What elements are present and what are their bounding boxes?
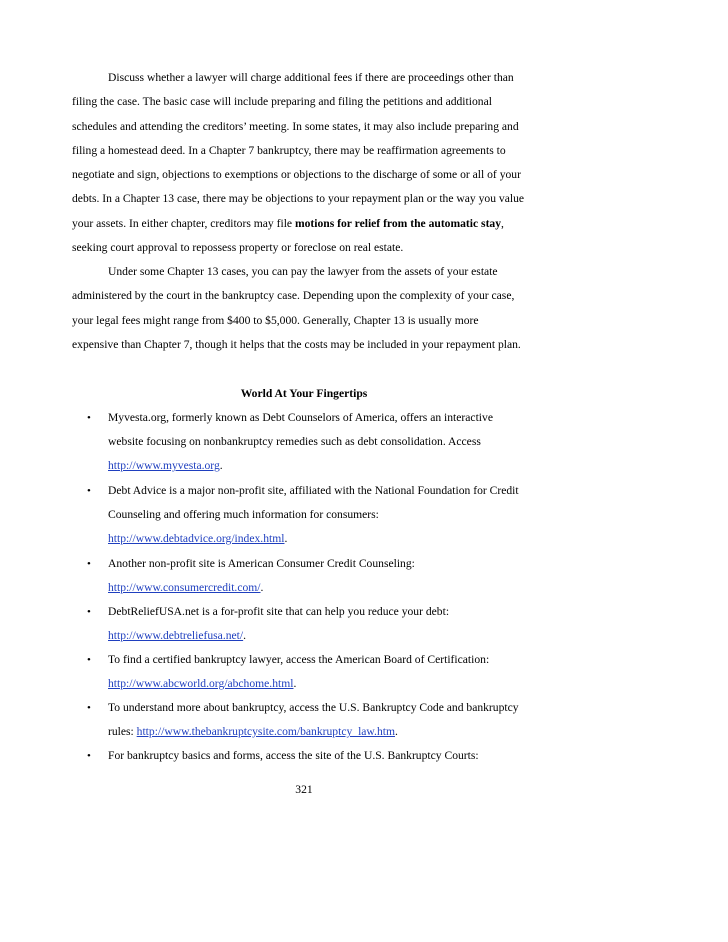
bullet-dot: •	[87, 702, 91, 714]
bankruptcysite-link[interactable]: http://www.thebankruptcysite.com/bankruptcy_law.htm	[136, 725, 395, 738]
paragraph-1-line-4: filing a homestead deed. In a Chapter 7 bankruptcy, there may be reaffirmation agreements to	[72, 144, 506, 157]
debtadvice-link[interactable]: http://www.debtadvice.org/index.html	[108, 532, 285, 545]
paragraph-1-line-3: schedules and attending the creditors’ meeting. In some states, it may also include preparing and	[72, 120, 519, 133]
line-7-text: your assets. In either chapter, creditors may file	[72, 217, 295, 230]
bullet-3-line-2	[108, 580, 628, 596]
paragraph-1-line-7	[0, 216, 728, 232]
bullet-dot: •	[87, 654, 91, 666]
paragraph-2-line-2: administered by the court in the bankruptcy case. Depending upon the complexity of your case,	[72, 289, 515, 302]
paragraph-1-line-8: seeking court approval to repossess property or foreclose on real estate.	[72, 241, 404, 254]
link-period: .	[284, 532, 288, 545]
bullet-dot: •	[87, 750, 91, 762]
bullet-2-line-3	[108, 531, 628, 547]
myvesta-link[interactable]: http://www.myvesta.org	[108, 459, 220, 472]
bullet-5-line-1: To find a certified bankruptcy lawyer, access the American Board of Certification:	[108, 653, 490, 666]
bullet-4-line-2	[108, 628, 628, 644]
paragraph-2-line-3: your legal fees might range from $400 to $5,000. Generally, Chapter 13 is usually more	[72, 314, 479, 327]
bullet-dot: •	[87, 558, 91, 570]
link-period: .	[260, 581, 264, 594]
link-period: .	[219, 459, 223, 472]
bullet-2-line-1: Debt Advice is a major non-profit site, affiliated with the National Foundation for Credit	[108, 484, 519, 497]
bold-term: motions for relief from the automatic stay	[294, 217, 502, 230]
rules-prefix: rules:	[108, 725, 137, 738]
bullet-6-line-2	[108, 724, 628, 740]
abcworld-link[interactable]: http://www.abcworld.org/abchome.html	[108, 677, 294, 690]
bullet-4-line-1: DebtReliefUSA.net is a for-profit site that can help you reduce your debt:	[108, 605, 450, 618]
bullet-1-line-3	[108, 458, 628, 474]
debtreliefusa-link[interactable]: http://www.debtreliefusa.net/	[108, 629, 244, 642]
link-period: .	[395, 725, 398, 738]
bullet-dot: •	[87, 485, 91, 497]
line-7-punct: ,	[501, 217, 504, 230]
paragraph-2-line-4: expensive than Chapter 7, though it helps that the costs may be included in your repayment plan.	[72, 338, 521, 351]
paragraph-1-line-5: negotiate and sign, objections to exemptions or objections to the discharge of some or all of your	[72, 168, 521, 181]
paragraph-2-line-1: Under some Chapter 13 cases, you can pay the lawyer from the assets of your estate	[108, 265, 498, 278]
page-number: 321	[295, 783, 313, 796]
bullet-1-line-2: website focusing on nonbankruptcy remedies such as debt consolidation. Access	[108, 435, 481, 448]
section-heading: World At Your Fingertips	[240, 387, 368, 400]
bullet-1-line-1: Myvesta.org, formerly known as Debt Counselors of America, offers an interactive	[108, 411, 493, 424]
paragraph-1-line-2: filing the case. The basic case will include preparing and filing the petitions and additional	[72, 95, 492, 108]
bullet-3-line-1: Another non-profit site is American Consumer Credit Counseling:	[108, 557, 415, 570]
bullet-2-line-2: Counseling and offering much information for consumers:	[108, 508, 379, 521]
consumercredit-link[interactable]: http://www.consumercredit.com/	[108, 581, 261, 594]
bullet-dot: •	[87, 412, 91, 424]
bullet-7-line-1: For bankruptcy basics and forms, access the site of the U.S. Bankruptcy Courts:	[108, 749, 479, 762]
link-period: .	[243, 629, 247, 642]
paragraph-1-line-6: debts. In a Chapter 13 case, there may be objections to your repayment plan or the way you value	[72, 192, 525, 205]
bullet-dot: •	[87, 606, 91, 618]
paragraph-1-line-1: Discuss whether a lawyer will charge additional fees if there are proceedings other than	[108, 71, 514, 84]
bullet-6-line-1: To understand more about bankruptcy, access the U.S. Bankruptcy Code and bankruptcy	[108, 701, 519, 714]
link-period: .	[293, 677, 297, 690]
bullet-5-line-2	[108, 676, 628, 692]
